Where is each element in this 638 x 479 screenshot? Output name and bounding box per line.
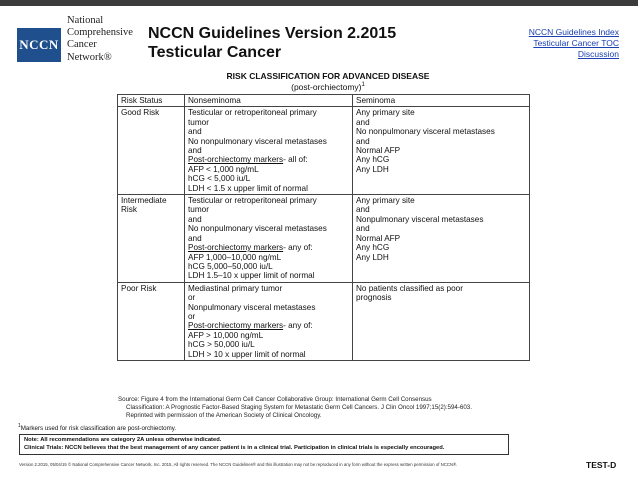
table-row [118, 282, 530, 360]
seminoma-cell: Any primary site and Nonpulmonary visceral metastases and Normal AFP Any hCG Any LDH [353, 195, 530, 283]
copyright-footer: Version 2.2015, 05/04/15 © National Comprehensive Cancer Network, Inc. 2015, All rights reserved. The NCCN Guidelines® and this illustration may not be reproduced in any form without the express written permission of NCCN®. [19, 462, 458, 467]
table-title: RISK CLASSIFICATION FOR ADVANCED DISEASE [226, 71, 430, 81]
nonseminoma-cell: Testicular or retroperitoneal primary tumor and No nonpulmonary visceral metastases and Post-orchiectomy markers- all of: AFP < 1,000 ng/mL hCG < 5,000 iu/L LDH < 1.5 x upper limit of normal [185, 107, 353, 195]
nonseminoma-cell: Testicular or retroperitoneal primary tumor and No nonpulmonary visceral metastases and Post-orchiectomy markers- any of: AFP 1,000–10,000 ng/mL hCG 5,000–50,000 iu/L LDH 1.5–10 x upper limit of normal [185, 195, 353, 283]
top-bar [0, 0, 638, 6]
header-seminoma: Seminoma [353, 95, 530, 107]
table-header-row [118, 95, 530, 107]
seminoma-cell: No patients classified as poor prognosis [353, 282, 530, 360]
risk-status-cell: Good Risk [118, 107, 185, 195]
seminoma-cell: Any primary site and No nonpulmonary visceral metastases and Normal AFP Any hCG Any LDH [353, 107, 530, 195]
risk-classification-table [117, 94, 530, 361]
clinical-trials-note: Clinical Trials: NCCN believes that the best management of any cancer patient is in a clinical trial. Participation in clinical trials is especially encouraged. [24, 445, 445, 451]
page-title [148, 24, 396, 62]
table-subtitle: (post-orchiectomy)$^1$ [291, 81, 365, 92]
risk-status-cell: Poor Risk [118, 282, 185, 360]
nccn-logo-text: National Comprehensive Cancer Network® [67, 15, 133, 63]
table-row [118, 107, 530, 195]
footnote: $^1$Markers used for risk classification are post-orchiectomy. [18, 423, 177, 433]
category-note: Note: All recommendations are category 2A unless otherwise indicated. [24, 437, 222, 443]
nccn-logo: NCCN [17, 28, 61, 62]
nav-links [529, 27, 619, 60]
risk-status-cell: Intermediate Risk [118, 195, 185, 283]
note-box [19, 434, 509, 455]
testicular-toc-link[interactable]: Testicular Cancer TOC [533, 38, 619, 48]
guideline-topic: Testicular Cancer [148, 44, 282, 61]
page-code: TEST-D [586, 460, 617, 470]
header-nonseminoma: Nonseminoma [185, 95, 353, 107]
header-risk-status: Risk Status [118, 95, 185, 107]
guideline-version: NCCN Guidelines Version 2.2015 [148, 25, 397, 42]
table-row [118, 195, 530, 283]
nonseminoma-cell: Mediastinal primary tumor or Nonpulmonary visceral metastases or Post-orchiectomy markers- any of: AFP > 10,000 ng/mL hCG > 50,000 iu/L LDH > 10 x upper limit of normal [185, 282, 353, 360]
discussion-link[interactable]: Discussion [577, 49, 619, 59]
guidelines-index-link[interactable]: NCCN Guidelines Index [528, 27, 619, 37]
table-source: Source: Figure 4 from the International Germ Cell Cancer Collaborative Group: International Germ Cell Consensus Classification: A Prognostic Factor-Based Staging System for Metastatic Germ Cell Cancers. J Clin Oncol 1997;15(2):594-603. Reprinted with permission of the American Society of Clinical Oncology. [118, 396, 472, 419]
